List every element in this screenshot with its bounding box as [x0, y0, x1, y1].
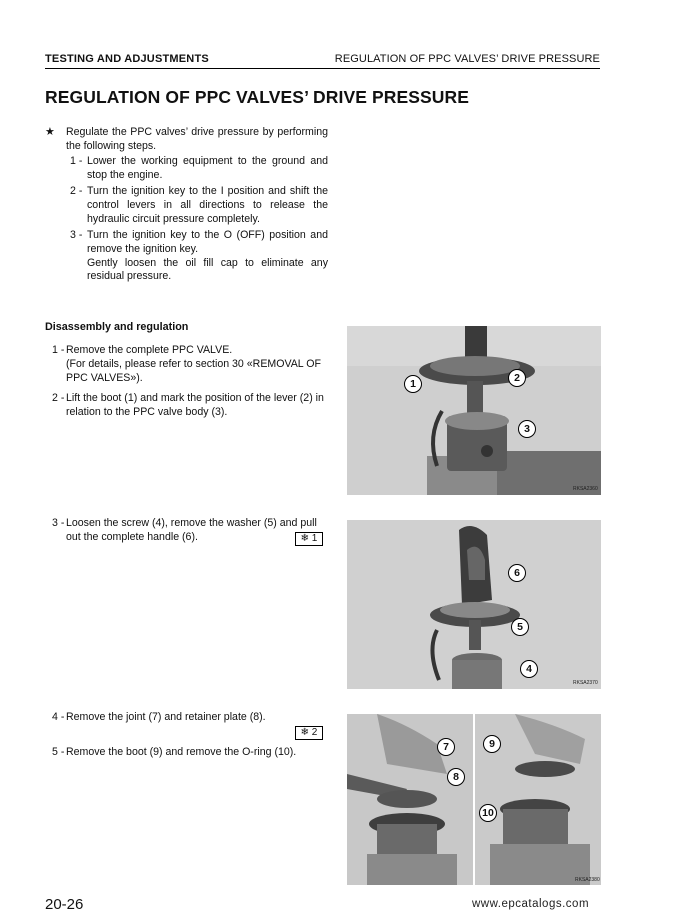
intro-step-1 [70, 155, 328, 183]
disassembly-step-2 [52, 392, 327, 420]
watermark-text: www.epcatalogs.com [472, 898, 590, 910]
reassembly-ref-badge-2: ❄ 2 [295, 726, 323, 740]
step-text: Remove the joint (7) and retainer plate (8). [66, 711, 266, 723]
callout-6: 6 [508, 564, 526, 582]
page-title: REGULATION OF PPC VALVES’ DRIVE PRESSURE [45, 87, 470, 107]
step-subtext: (For details, please refer to section 30 «REMOVAL OF PPC VALVES»). [66, 357, 321, 384]
step-number: 2 - [52, 392, 65, 404]
joint-photo-illustration [347, 714, 473, 885]
step-number: 5 - [52, 746, 65, 758]
figure-code: RKSA2380 [575, 877, 600, 883]
step-text: Lift the boot (1) and mark the position of the lever (2) in relation to the PPC valve body (3). [66, 392, 324, 418]
step-number: 3 - [70, 229, 83, 241]
step-number: 1 - [70, 155, 83, 167]
header-section-label: TESTING AND ADJUSTMENTS [45, 53, 209, 65]
callout-9: 9 [483, 735, 501, 753]
callout-8: 8 [447, 768, 465, 786]
callout-4: 4 [520, 660, 538, 678]
callout-7: 7 [437, 738, 455, 756]
figure-joint-removal [347, 714, 473, 885]
star-bullet-icon: ★ [45, 126, 55, 138]
step-number: 4 - [52, 711, 65, 723]
intro-note: Gently loosen the oil fill cap to eliminate any residual pressure. [87, 256, 328, 283]
section-heading: Disassembly and regulation [45, 321, 189, 333]
intro-step-2 [70, 185, 328, 226]
header-page-topic: REGULATION OF PPC VALVES’ DRIVE PRESSURE [334, 53, 600, 65]
header-divider [45, 68, 600, 69]
disassembly-step-3 [52, 517, 327, 545]
figure-ppc-valve-boot [347, 326, 601, 495]
figure-boot-removal [475, 714, 601, 885]
step-number: 2 - [70, 185, 83, 197]
intro-text: Regulate the PPC valves’ drive pressure by performing the following steps. [66, 126, 328, 152]
disassembly-step-5 [52, 746, 327, 760]
step-number: 1 - [52, 344, 65, 356]
step-text: Remove the complete PPC VALVE. [66, 344, 233, 356]
ppc-valve-photo-illustration [347, 326, 601, 495]
page-number: 20-26 [45, 896, 84, 913]
callout-10: 10 [479, 804, 497, 822]
intro-step-3 [70, 229, 328, 284]
callout-1: 1 [404, 375, 422, 393]
callout-5: 5 [511, 618, 529, 636]
step-text: Loosen the screw (4), remove the washer (5) and pull out the complete handle (6). [66, 517, 317, 543]
figure-code: RKSA2360 [573, 486, 598, 492]
disassembly-step-1 [52, 344, 327, 385]
disassembly-step-4 [52, 711, 327, 725]
handle-photo-illustration [347, 520, 601, 689]
step-text: Lower the working equipment to the ground and stop the engine. [87, 155, 328, 181]
reassembly-ref-badge-1: ❄ 1 [295, 532, 323, 546]
figure-handle-removal [347, 520, 601, 689]
callout-3: 3 [518, 420, 536, 438]
step-text: Turn the ignition key to the I position and shift the control levers in all directions to release the hydraulic circuit pressure completely. [87, 185, 328, 225]
step-text: Remove the boot (9) and remove the O-ring (10). [66, 746, 297, 758]
step-number: 3 - [52, 517, 65, 529]
figure-code: RKSA2370 [573, 680, 598, 686]
callout-2: 2 [508, 369, 526, 387]
step-text: Turn the ignition key to the O (OFF) position and remove the ignition key. [87, 229, 328, 255]
